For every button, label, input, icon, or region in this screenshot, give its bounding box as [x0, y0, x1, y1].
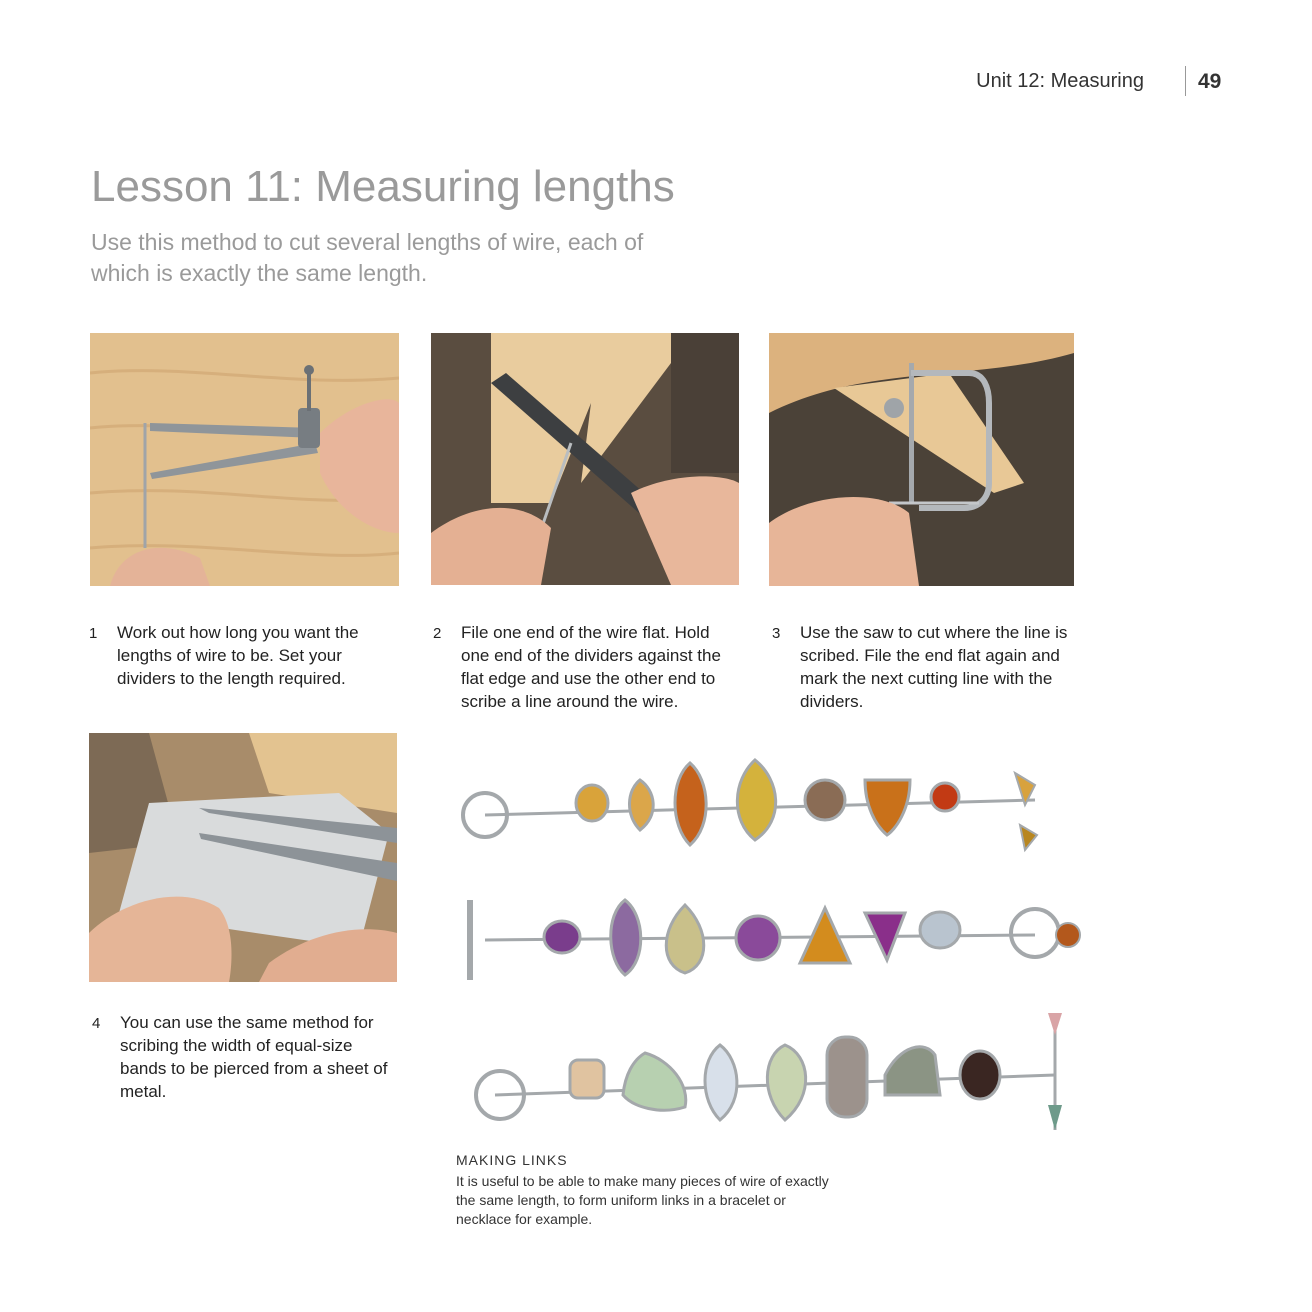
- step-number: 3: [772, 625, 781, 642]
- step-text: Work out how long you want the lengths of wire to be. Set your dividers to the length required.: [117, 623, 359, 688]
- lesson-title: Lesson 11: Measuring lengths: [91, 162, 675, 211]
- header-divider: [1185, 66, 1186, 96]
- photo-step-2-filing: [431, 333, 739, 585]
- step-text: Use the saw to cut where the line is scribed. File the end flat again and mark the next cutting line with the dividers.: [800, 623, 1068, 711]
- running-header: [976, 66, 1240, 100]
- step-number: 4: [92, 1015, 101, 1032]
- step-number: 2: [433, 625, 442, 642]
- photo-step-1-dividers: [90, 333, 399, 586]
- step-text: File one end of the wire flat. Hold one end of the dividers against the flat edge and use the other end to scribe a line around the wire.: [461, 623, 721, 711]
- photo-step-3-sawing: [769, 333, 1074, 586]
- caption-text: It is useful to be able to make many pieces of wire of exactly the same length, to form uniform links in a bracelet or necklace for example.: [456, 1173, 829, 1227]
- unit-title: Unit 12: Measuring: [976, 70, 1144, 92]
- making-links-caption: [456, 1152, 836, 1229]
- lesson-subtitle: Use this method to cut several lengths of wire, each of which is exactly the same length.: [91, 229, 644, 286]
- step-number: 1: [89, 625, 98, 642]
- page-number: 49: [1198, 70, 1222, 93]
- photo-step-4-sheet: [89, 733, 397, 982]
- caption-title: MAKING LINKS: [456, 1152, 568, 1168]
- bracelets-photo: [455, 755, 1095, 1145]
- step-text: You can use the same method for scribing the width of equal-size bands to be pierced from a sheet of metal.: [120, 1013, 388, 1101]
